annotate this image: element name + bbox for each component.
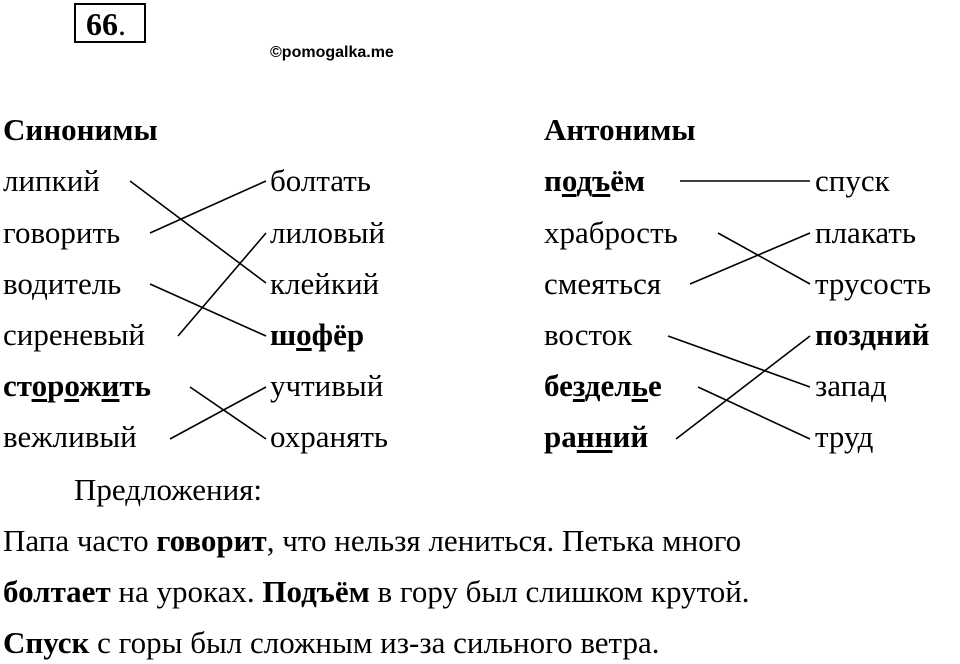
antonym-right-word-marked: поздний [815, 317, 930, 352]
antonym-left-word: восток [544, 317, 633, 352]
synonym-left-word: говорить [3, 215, 121, 250]
synonym-left-word: вежливый [3, 419, 137, 454]
synonym-link [150, 181, 266, 233]
synonym-left-word: сиреневый [3, 317, 146, 352]
synonym-left-word: липкий [3, 163, 100, 198]
task-number: 66. [86, 6, 126, 42]
antonym-link [698, 387, 810, 439]
synonym-right-word: болтать [270, 163, 371, 198]
antonym-left-word: смеяться [544, 266, 662, 301]
synonyms-title: Синонимы [3, 112, 158, 147]
sentence-line: болтает на уроках. Подъём в гору был слишком крутой. [3, 574, 750, 609]
antonym-right-word: спуск [815, 163, 890, 198]
antonym-link [676, 336, 810, 439]
antonym-right-word: труд [815, 419, 874, 454]
sentence-line: Спуск с горы был сложным из-за сильного ветра. [3, 625, 660, 660]
antonym-right-word: трусость [815, 266, 931, 301]
antonym-link [690, 233, 810, 284]
synonym-right-word: лиловый [270, 215, 386, 250]
antonym-left-word: храбрость [544, 215, 678, 250]
synonym-right-word: учтивый [270, 368, 384, 403]
sentence-line: Папа часто говорит, что нельзя лениться. Петька много [3, 523, 742, 558]
antonym-left-word-marked: ранний [544, 419, 649, 454]
synonym-right-word-marked: шофёр [270, 317, 365, 352]
synonym-left-word-marked: сторожить [3, 368, 152, 403]
antonym-link [668, 336, 810, 387]
sentences-heading: Предложения: [74, 472, 263, 507]
antonym-link [718, 233, 810, 284]
synonym-link [178, 233, 266, 336]
antonym-right-word: плакать [815, 215, 917, 250]
synonym-link [170, 387, 266, 439]
antonym-left-word-marked: безделье [544, 368, 662, 403]
antonym-right-word: запад [815, 368, 887, 403]
synonym-link [130, 181, 266, 283]
watermark: ©pomogalka.me [270, 44, 394, 61]
synonym-left-word: водитель [3, 266, 122, 301]
antonym-left-word-marked: подъём [544, 163, 646, 198]
antonyms-title: Антонимы [544, 112, 696, 147]
synonym-link [150, 284, 266, 336]
synonym-link [190, 387, 266, 439]
synonym-right-word: охранять [270, 419, 389, 454]
synonym-right-word: клейкий [270, 266, 380, 301]
